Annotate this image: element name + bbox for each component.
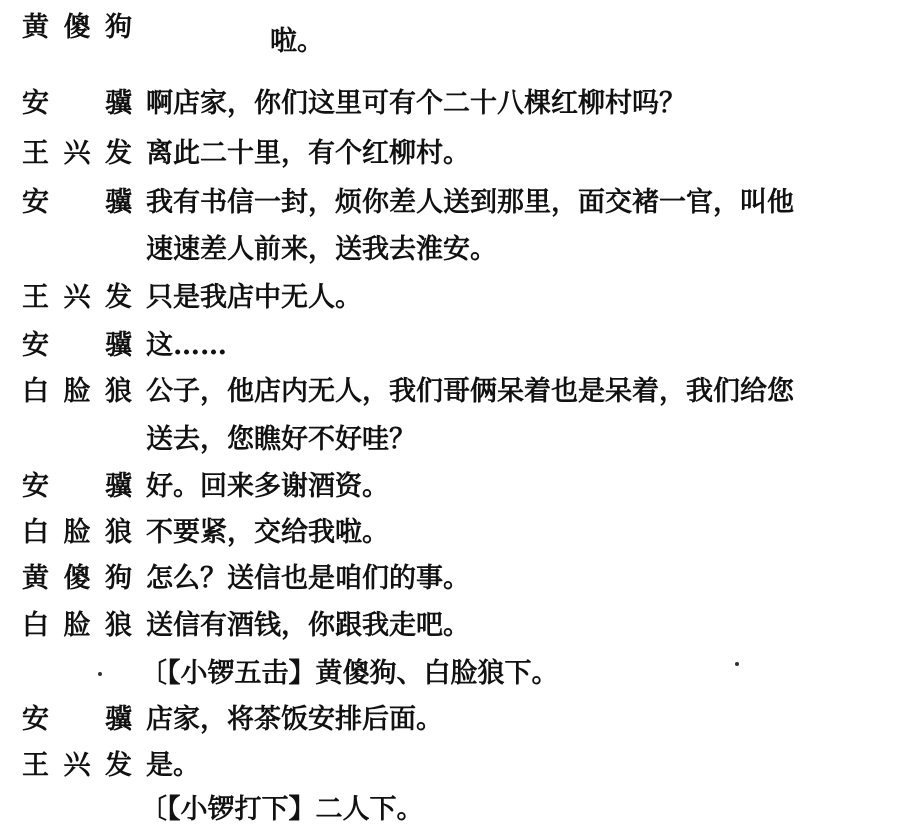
speaker-name: 白脸狼: [22, 610, 132, 641]
script-line: [0, 700, 900, 740]
speech-text: 不要紧，交给我啦。: [146, 517, 389, 548]
script-line: [0, 467, 900, 507]
speech-text: 离此二十里，有个红柳村。: [146, 138, 470, 169]
speaker-name: 白脸狼: [22, 517, 132, 548]
speaker-name: 安 骥: [22, 187, 132, 218]
speech-text: 我有书信一封，烦你差人送到那里，面交褚一官，叫他: [146, 187, 794, 218]
stage-direction-text: 〔【小锣五击】黄傻狗、白脸狼下。: [140, 658, 559, 689]
speaker-name: 安 骥: [22, 704, 132, 735]
speaker-name: 王兴发: [22, 750, 132, 781]
speech-text: 啊店家，你们这里可有个二十八棵红柳村吗？: [146, 88, 686, 119]
speech-text: 速速差人前来，送我去淮安。: [146, 234, 497, 265]
speaker-name: 王兴发: [22, 138, 132, 169]
script-line-continuation: [0, 230, 900, 270]
script-line: [0, 606, 900, 646]
script-line: [0, 559, 900, 599]
script-line: [0, 372, 900, 412]
speech-text: 这……: [146, 330, 227, 361]
script-line: [0, 278, 900, 318]
speech-text: 只是我店中无人。: [146, 282, 362, 313]
script-line: [0, 326, 900, 366]
speaker-name: 王兴发: [22, 282, 132, 313]
speech-text: 好。回来多谢酒资。: [146, 471, 389, 502]
stage-direction: [0, 654, 900, 694]
speech-text: 啦。: [270, 26, 324, 57]
scan-speck: [735, 662, 739, 666]
script-line: [0, 12, 900, 62]
script-line: [0, 513, 900, 553]
speech-text: 怎么？送信也是咱们的事。: [146, 563, 470, 594]
speaker-name: 安 骥: [22, 471, 132, 502]
speech-text: 送信有酒钱，你跟我走吧。: [146, 610, 470, 641]
scan-speck: [98, 672, 102, 676]
speech-text: 是。: [146, 750, 200, 781]
speech-text: 公子，他店内无人，我们哥俩呆着也是呆着，我们给您: [146, 376, 794, 407]
script-line: [0, 84, 900, 124]
stage-direction: [0, 790, 900, 830]
script-line: [0, 183, 900, 223]
script-line: [0, 746, 900, 786]
script-line: [0, 134, 900, 174]
speech-text: 送去，您瞧好不好哇？: [146, 424, 416, 455]
speech-text: 店家，将茶饭安排后面。: [146, 704, 443, 735]
script-line-continuation: [0, 420, 900, 460]
speaker-name: 黄傻狗: [22, 12, 132, 43]
speaker-name: 白脸狼: [22, 376, 132, 407]
speaker-name: 黄傻狗: [22, 563, 132, 594]
speaker-name: 安 骥: [22, 88, 132, 119]
stage-direction-text: 〔【小锣打下】二人下。: [140, 794, 424, 825]
speaker-name: 安 骥: [22, 330, 132, 361]
